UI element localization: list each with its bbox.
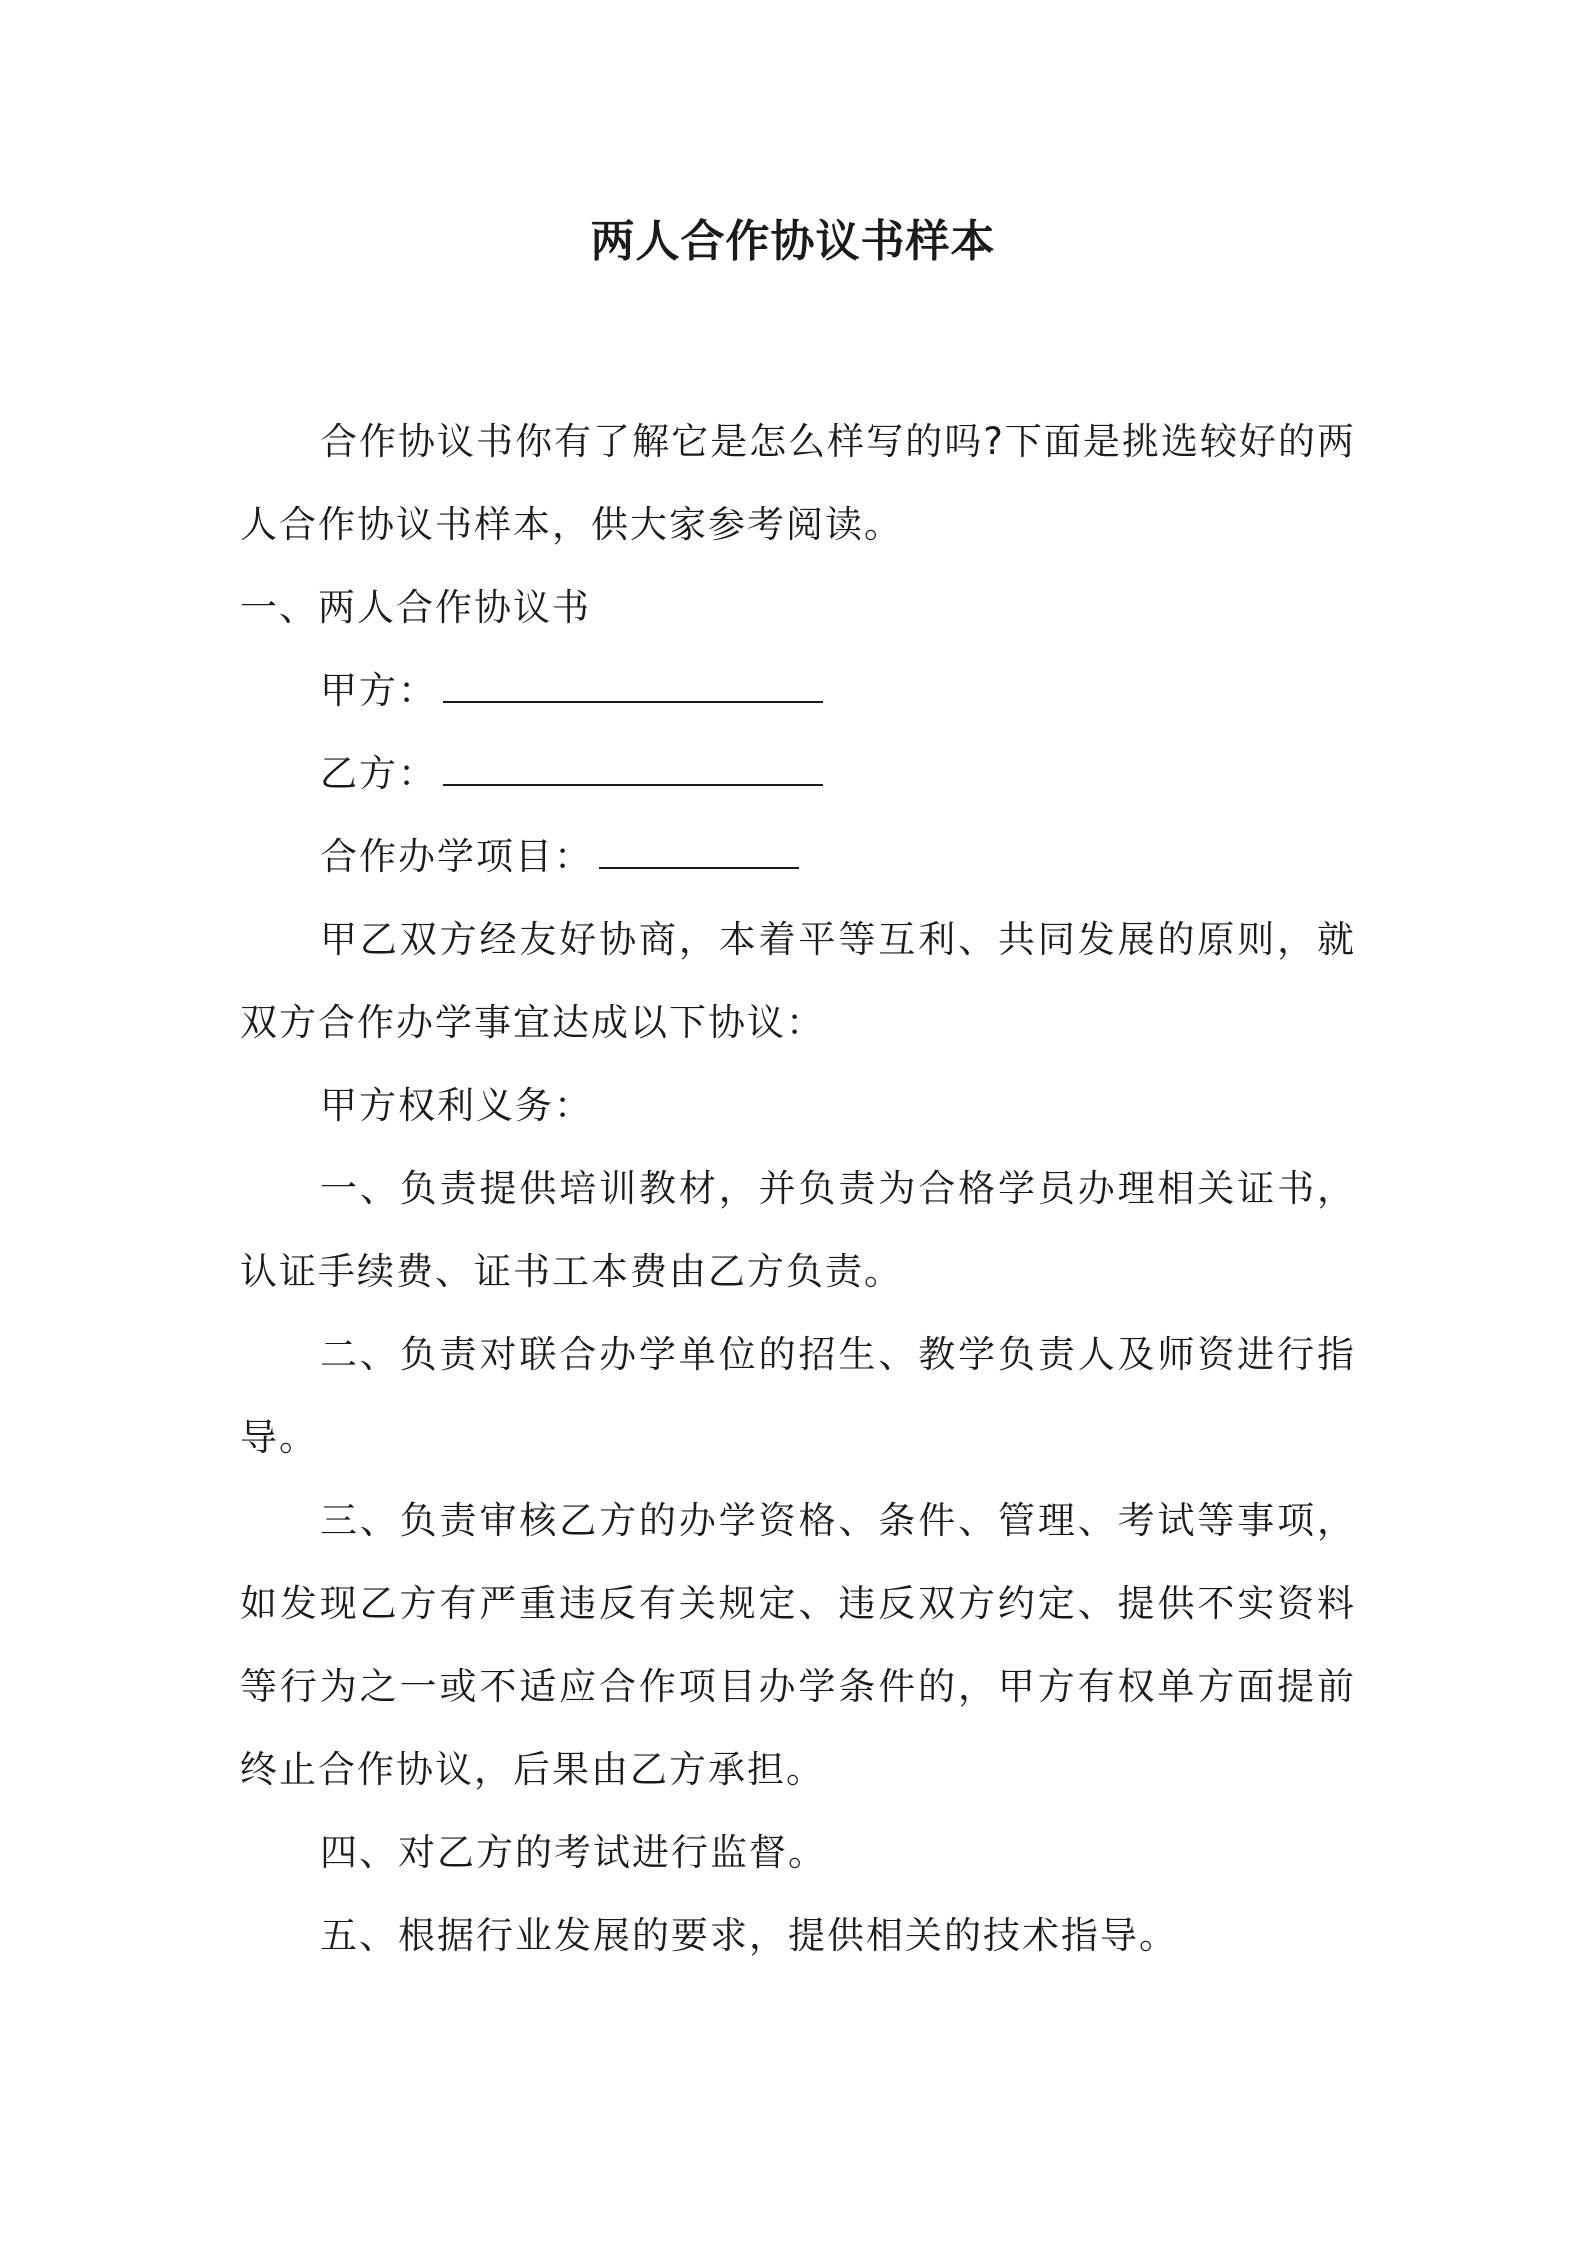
party-a-blank: [443, 667, 823, 703]
clause-item-5: 五、根据行业发展的要求，提供相关的技术指导。: [320, 1914, 1178, 1957]
party-b-line: [240, 732, 1356, 815]
section-heading: 一、两人合作协议书: [240, 586, 591, 629]
party-b-blank: [443, 750, 823, 786]
clause-item-1: 一、负责提供培训教材，并负责为合格学员办理相关证书，认证手续费、证书工本费由乙方负责。: [240, 1167, 1356, 1293]
document-title: 两人合作协议书样本: [590, 216, 996, 267]
party-a-rights-heading: 甲方权利义务：: [320, 1084, 593, 1127]
project-label: 合作办学项目：: [320, 835, 593, 878]
party-a-label: 甲方：: [320, 669, 437, 712]
clause-item-2: 二、负责对联合办学单位的招生、教学负责人及师资进行指导。: [240, 1333, 1356, 1459]
party-a-line: [240, 649, 1356, 732]
party-b-label: 乙方：: [320, 752, 437, 795]
project-line: [240, 815, 1356, 898]
preamble-paragraph: 甲乙双方经友好协商，本着平等互利、共同发展的原则，就双方合作办学事宜达成以下协议：: [240, 918, 1356, 1044]
clause-item-3: 三、负责审核乙方的办学资格、条件、管理、考试等事项，如发现乙方有严重违反有关规定、违反双方约定、提供不实资料等行为之一或不适应合作项目办学条件的，甲方有权单方面提前终止合作协议，后果由乙方承担。: [240, 1499, 1356, 1791]
document-body: [240, 400, 1356, 1977]
project-blank: [599, 833, 799, 869]
intro-paragraph: 合作协议书你有了解它是怎么样写的吗?下面是挑选较好的两人合作协议书样本，供大家参考阅读。: [240, 420, 1356, 546]
clause-item-4: 四、对乙方的考试进行监督。: [320, 1831, 827, 1874]
